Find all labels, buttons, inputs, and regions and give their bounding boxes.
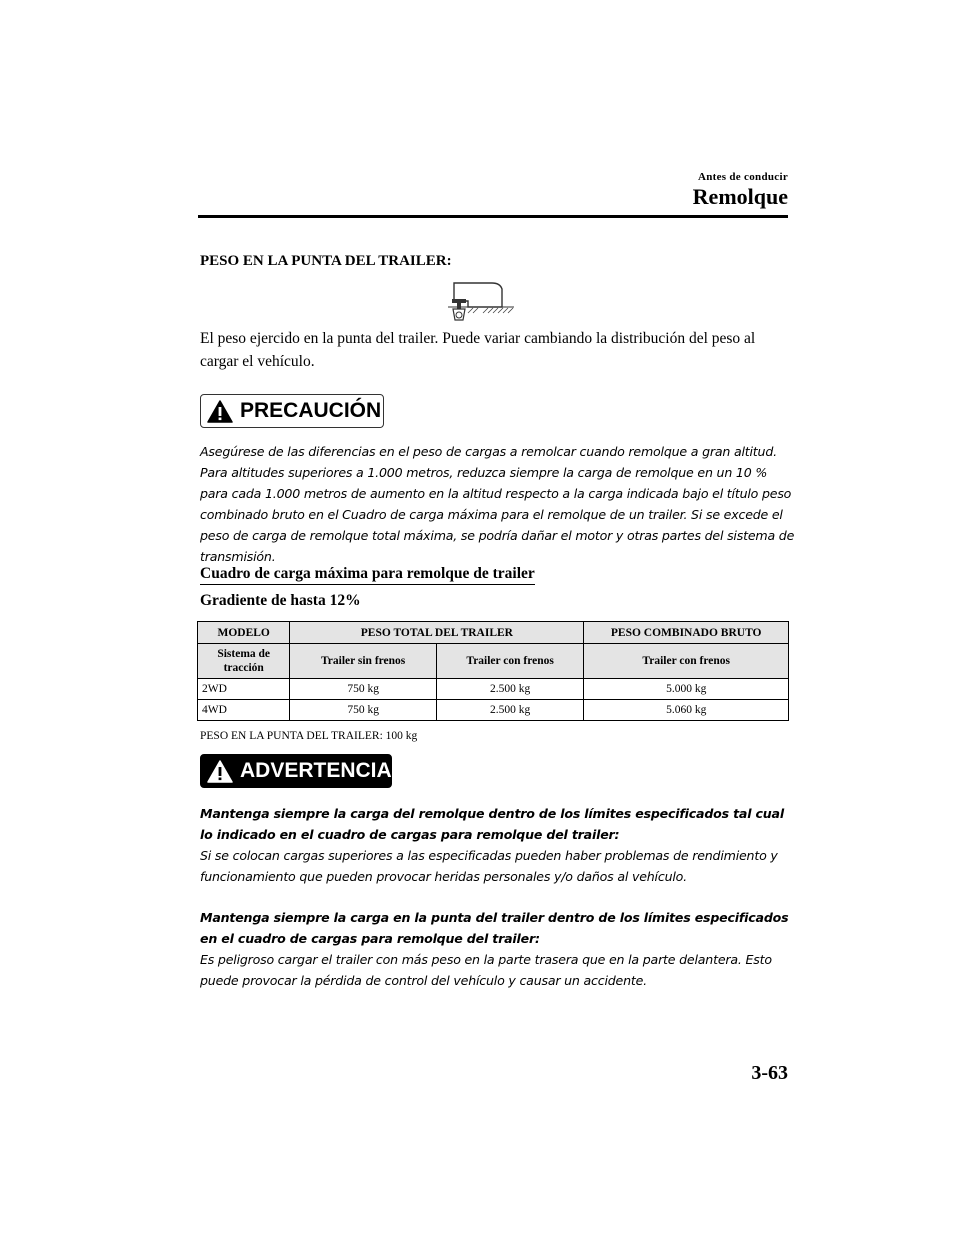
header-divider [198, 215, 788, 218]
caution-text: Asegúrese de las diferencias en el peso de cargas a remolcar cuando remolque a gran altitud. Para altitudes superiores a 1.000 metros, reduzca siempre la carga de remolque en un 10 % para cada 1.000 metros de aumento en la altitud respecto a la carga indicada bajo el título peso combinado bruto en el Cuadro de carga máxima para el remolque de un trailer. Si se excede el peso de carga de remolque total máxima, se podría dañar el motor y otras partes del sistema de transmisión. [200, 444, 795, 564]
trailer-tongue-diagram [448, 275, 514, 321]
tongue-weight-description: El peso ejercido en la punta del trailer. Puede variar cambiando la distribución del peso al cargar el vehículo. [200, 330, 756, 370]
table-cell: 2.500 kg [436, 679, 583, 700]
page-number: 3-63 [751, 1062, 788, 1084]
warning-triangle-icon [207, 760, 233, 783]
warning-label: ADVERTENCIA [240, 759, 392, 782]
table-row [198, 700, 789, 721]
warning-bold-2: Mantenga siempre la carga en la punta del trailer dentro de los límites especificados en el cuadro de cargas para remolque del trailer: [200, 910, 789, 946]
table-header: PESO COMBINADO BRUTO [584, 622, 789, 644]
gradient-label: Gradiente de hasta 12% [200, 592, 361, 609]
warning-text-2: Es peligroso cargar el trailer con más peso en la parte trasera que en la parte delantera. Esto puede provocar la pérdida de control del vehículo y causar un accidente. [200, 952, 772, 988]
warning-bold-1: Mantenga siempre la carga del remolque dentro de los límites especificados tal cual lo indicado en el cuadro de cargas para remolque del trailer: [200, 806, 784, 842]
warning-text [200, 803, 796, 991]
table-cell: 750 kg [290, 700, 437, 721]
table-cell: 5.000 kg [584, 679, 789, 700]
tongue-weight-note: PESO EN LA PUNTA DEL TRAILER: 100 kg [200, 730, 418, 742]
table-header: PESO TOTAL DEL TRAILER [290, 622, 584, 644]
table-cell: 2WD [198, 679, 290, 700]
warning-triangle-icon [207, 400, 233, 423]
section-label: Antes de conducir [697, 171, 788, 183]
table-subheader: Sistema de tracción [198, 644, 290, 679]
warning-text-1: Si se colocan cargas superiores a las especificadas pueden haber problemas de rendimiento y funcionamiento que pueden provocar heridas personales y/o daños al vehículo. [200, 848, 778, 884]
table-header-row [198, 622, 789, 644]
table-header: MODELO [198, 622, 290, 644]
caution-badge [200, 394, 384, 428]
table-title: Cuadro de carga máxima para remolque de trailer [200, 565, 535, 585]
page-title: Remolque [692, 184, 788, 209]
table-row [198, 679, 789, 700]
table-subheader-row [198, 644, 789, 679]
table-cell: 4WD [198, 700, 290, 721]
warning-badge [200, 754, 392, 788]
caution-label: PRECAUCIÓN [240, 399, 382, 422]
table-subheader: Trailer con frenos [584, 644, 789, 679]
table-cell: 5.060 kg [584, 700, 789, 721]
table-cell: 2.500 kg [436, 700, 583, 721]
load-table [197, 621, 789, 721]
table-subheader: Trailer sin frenos [290, 644, 437, 679]
tongue-weight-heading: PESO EN LA PUNTA DEL TRAILER: [200, 253, 452, 269]
table-subheader: Trailer con frenos [436, 644, 583, 679]
table-cell: 750 kg [290, 679, 437, 700]
